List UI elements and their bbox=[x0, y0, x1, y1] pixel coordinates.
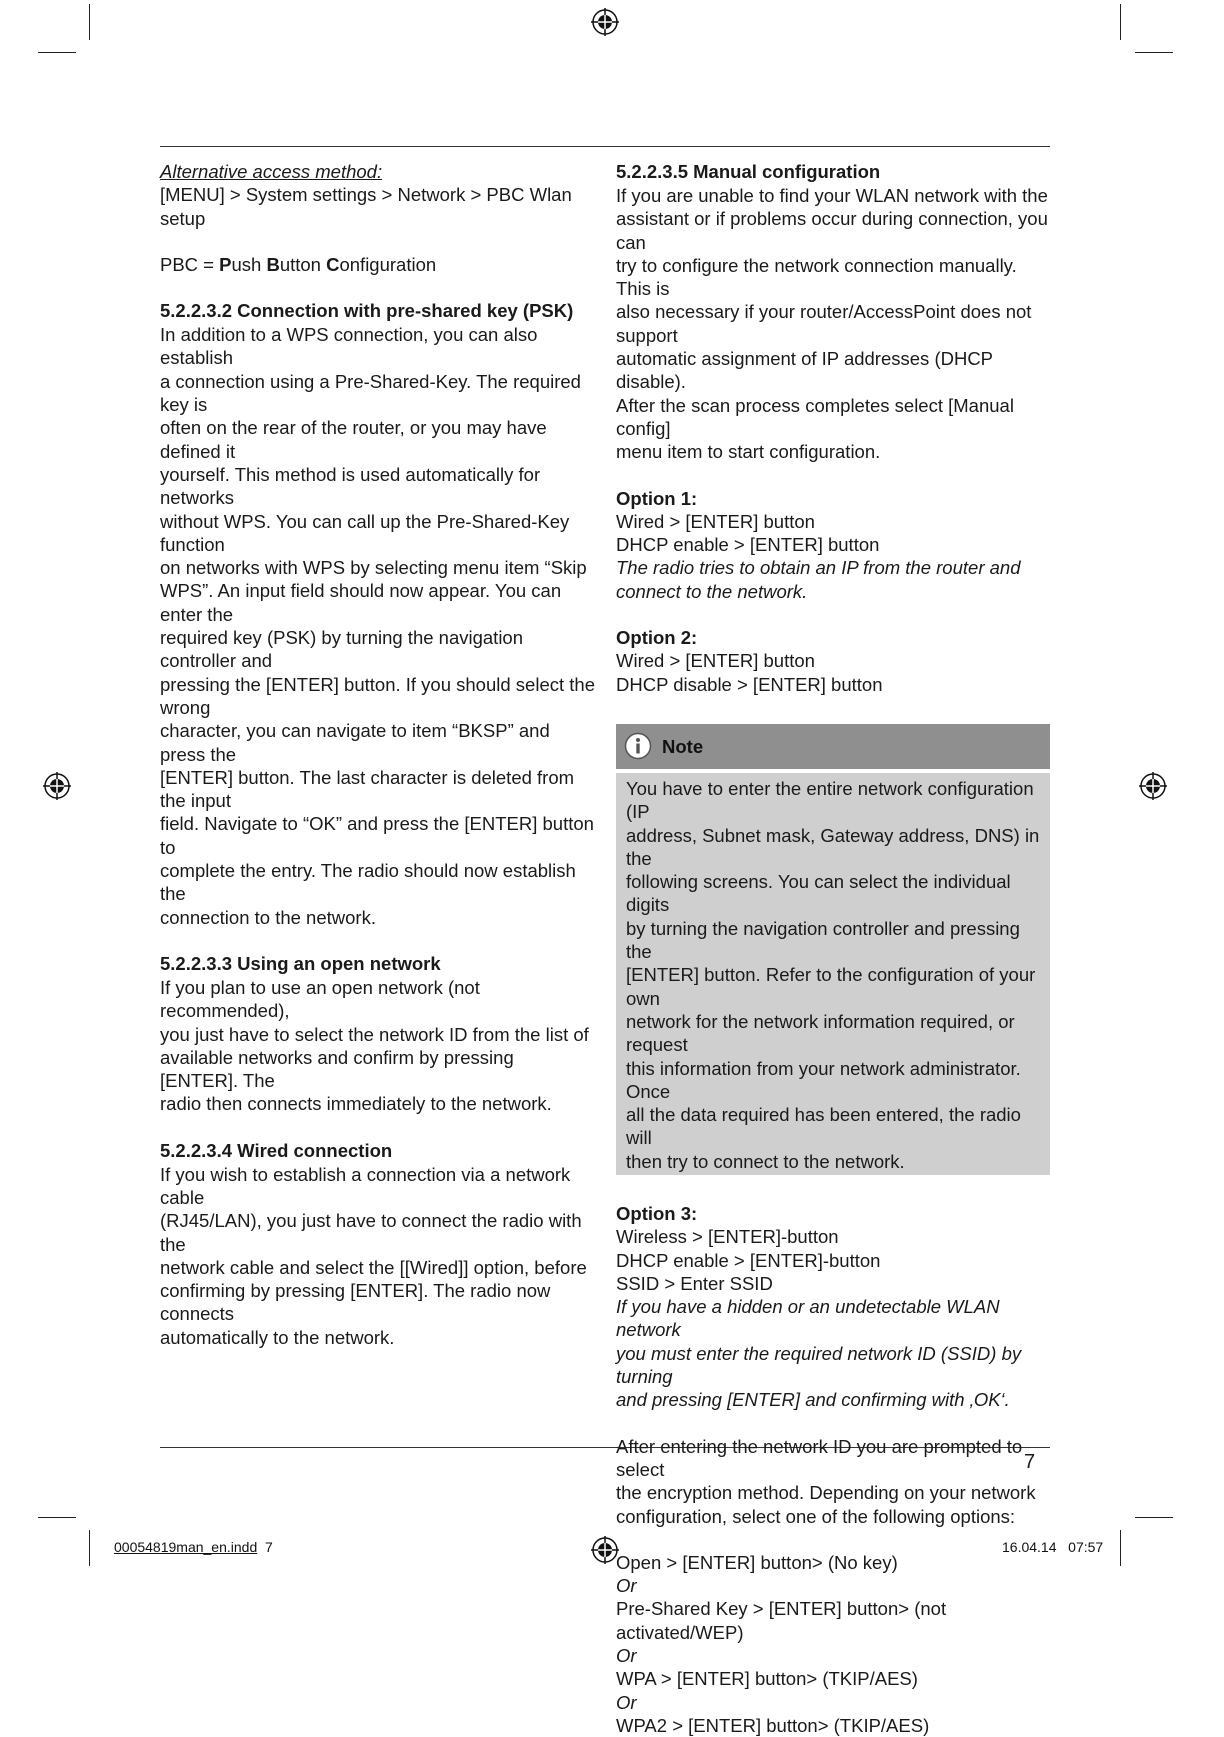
manual-config-paragraph: If you are unable to find your WLAN network with the assistant or if problems occur during connection, you can try to configure the network connection manually. This is also necessary if your router/AccessPoint does not support automatic assignment of IP addresses (DHCP disable). After the scan process completes select [Manual config] menu item to start configuration. bbox=[616, 185, 1048, 463]
option-3-note: you must enter the required network ID (SSID) by turning bbox=[616, 1342, 1022, 1388]
note-header bbox=[616, 724, 1050, 769]
crop-mark bbox=[1135, 1517, 1173, 1518]
option-3-line: Wireless > [ENTER]-button bbox=[616, 1226, 839, 1248]
option-1-note: connect to the network. bbox=[616, 580, 808, 602]
or-separator: Or bbox=[616, 1575, 637, 1597]
alt-access-title: Alternative access method: bbox=[160, 161, 383, 182]
or-separator: Or bbox=[616, 1645, 637, 1667]
crop-mark bbox=[38, 52, 76, 53]
heading-wired: 5.2.2.3.4 Wired connection bbox=[160, 1139, 393, 1161]
option-2-title: Option 2: bbox=[616, 627, 698, 649]
right-column bbox=[616, 160, 1050, 1737]
top-rule bbox=[160, 146, 1050, 147]
registration-mark-icon bbox=[43, 772, 71, 800]
page-number: 7 bbox=[1024, 1451, 1036, 1473]
pbc-definition: PBC = Push Button Configuration bbox=[160, 253, 437, 275]
crop-mark bbox=[89, 4, 90, 40]
registration-mark-icon bbox=[591, 1536, 619, 1564]
option-1-title: Option 1: bbox=[616, 487, 698, 509]
encryption-intro: After entering the network ID you are prompted to select the encryption method. Depending on your network configuration, select one of the following options: bbox=[616, 1435, 1036, 1527]
or-separator: Or bbox=[616, 1691, 637, 1713]
crop-mark bbox=[38, 1517, 76, 1518]
info-icon bbox=[624, 732, 652, 760]
crop-mark bbox=[1135, 52, 1173, 53]
encryption-options bbox=[616, 1551, 1050, 1737]
crop-mark bbox=[1120, 4, 1121, 40]
crop-mark bbox=[1120, 1530, 1121, 1566]
option-3-note: and pressing [ENTER] and confirming with ‚OK‘. bbox=[616, 1389, 1010, 1411]
registration-mark-icon bbox=[1139, 772, 1167, 800]
option-1-note: The radio tries to obtain an IP from the router and bbox=[616, 557, 1021, 579]
footer-datetime: 16.04.14 07:57 bbox=[1002, 1539, 1104, 1555]
option-3-line: SSID > Enter SSID bbox=[616, 1272, 773, 1294]
option-3-line: DHCP enable > [ENTER]-button bbox=[616, 1249, 881, 1271]
psk-paragraph: In addition to a WPS connection, you can also establish a connection using a Pre-Shared-Key. The required key is often on the rear of the router, or you may have defined it yourself. This method is used automatically for networks without WPS. You can call up the Pre-Shared-Key function on networks with WPS by selecting menu item “Skip WPS”. An input field should now appear. You can enter the required key (PSK) by turning the navigation controller and pressing the [ENTER] button. If you should select the wrong character, you can navigate to item “BKSP” and press the [ENTER] button. The last character is deleted from the input field. Navigate to “OK” and press the [ENTER] button to complete the entry. The radio should now establish the connection to the network. bbox=[160, 324, 595, 928]
heading-psk: 5.2.2.3.2 Connection with pre-shared key (PSK) bbox=[160, 300, 574, 322]
encryption-option: WPA > [ENTER] button> (TKIP/AES) bbox=[616, 1668, 918, 1690]
alt-access-path: [MENU] > System settings > Network > PBC Wlan setup bbox=[160, 184, 572, 229]
option-3-title: Option 3: bbox=[616, 1202, 698, 1224]
registration-mark-icon bbox=[591, 8, 619, 36]
wired-paragraph: If you wish to establish a connection via a network cable (RJ45/LAN), you just have to connect the radio with the network cable and select the [[Wired]] option, before confirming by pressing [ENTER]. The radio now connects automatically to the network. bbox=[160, 1163, 587, 1348]
option-3-note: If you have a hidden or an undetectable WLAN network bbox=[616, 1296, 1000, 1341]
left-column bbox=[160, 160, 596, 1349]
note-body: You have to enter the entire network configuration (IP address, Subnet mask, Gateway address, DNS) in the following screens. You can select the individual digits by turning the navigation controller and pressing the [ENTER] button. Refer to the configuration of your own network for the network information required, or request this information from your network administrator. Once all the data required has been entered, the radio will then try to connect to the network. bbox=[616, 773, 1050, 1175]
option-2-line: DHCP disable > [ENTER] button bbox=[616, 673, 883, 695]
encryption-option: Pre-Shared Key > [ENTER] button> (not activated/WEP) bbox=[616, 1598, 947, 1643]
crop-mark bbox=[89, 1530, 90, 1566]
heading-open-network: 5.2.2.3.3 Using an open network bbox=[160, 952, 441, 974]
option-2-line: Wired > [ENTER] button bbox=[616, 650, 815, 672]
open-network-paragraph: If you plan to use an open network (not recommended), you just have to select the network ID from the list of available networks and confirm by pressing [ENTER]. The radio then connects immediately to the network. bbox=[160, 976, 589, 1115]
option-1-line: DHCP enable > [ENTER] button bbox=[616, 534, 880, 556]
option-1-line: Wired > [ENTER] button bbox=[616, 510, 815, 532]
footer-file: 00054819man_en.indd 7 bbox=[114, 1539, 273, 1555]
note-title: Note bbox=[662, 735, 704, 757]
encryption-option: Open > [ENTER] button> (No key) bbox=[616, 1551, 898, 1573]
encryption-option: WPA2 > [ENTER] button> (TKIP/AES) bbox=[616, 1714, 930, 1736]
heading-manual-config: 5.2.2.3.5 Manual configuration bbox=[616, 161, 881, 182]
